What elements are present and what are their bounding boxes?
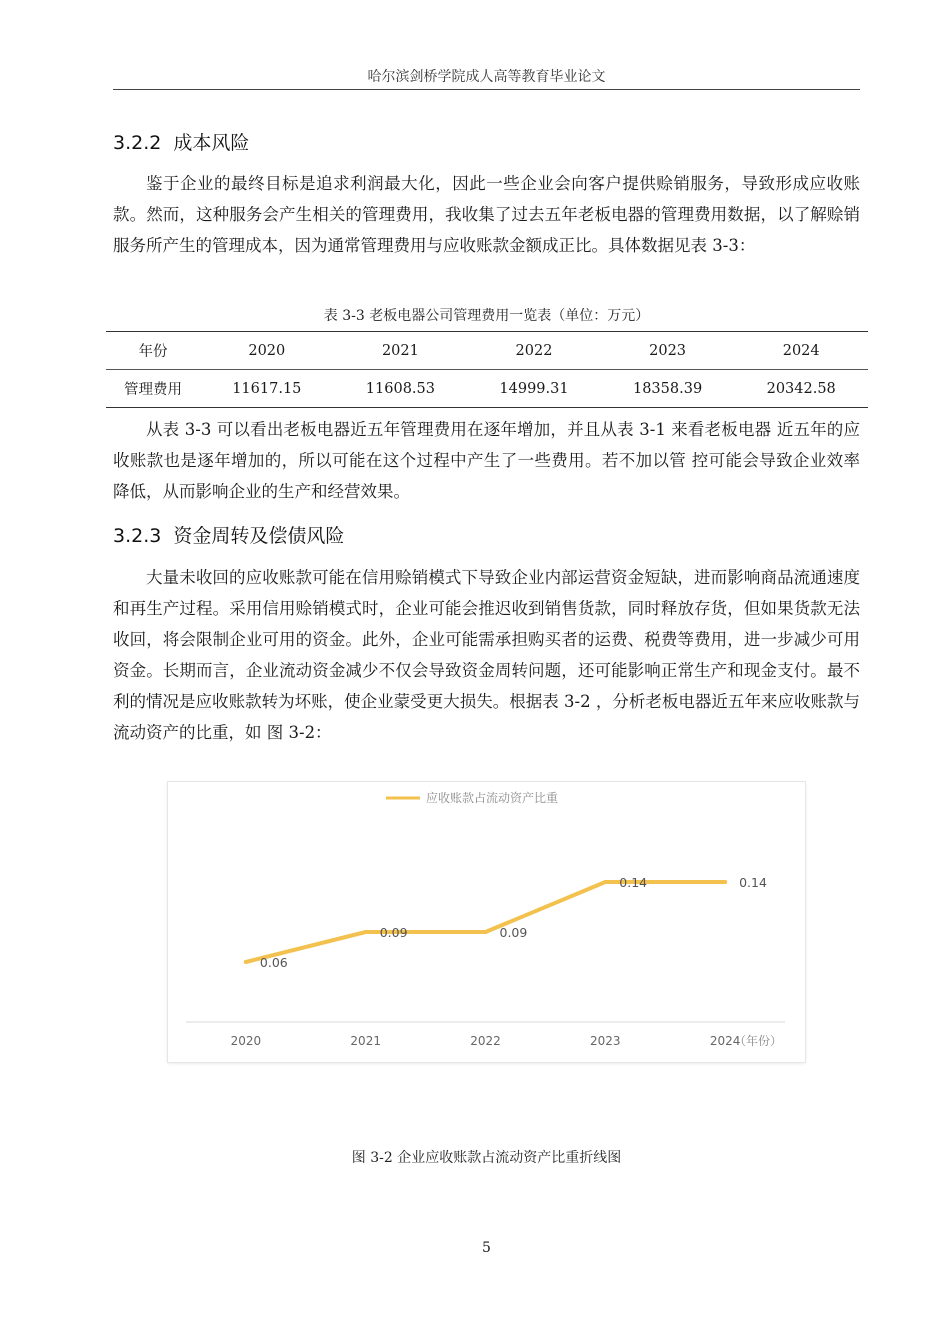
data-point (484, 930, 488, 934)
value-cell: 20342.58 (734, 370, 868, 408)
table-data-row (106, 370, 868, 408)
paragraph-table-analysis: 从表 3-3 可以看出老板电器近五年管理费用在逐年增加，并且从表 3-1 来看老板电器 近五年的应收账款也是逐年增加的，所以可能在这个过程中产生了一些费用。若不加以管 控可能会导致企业效率降低，从而影响企业的生产和经营效果。 (113, 420, 860, 501)
section-number: 3.2.3 (113, 525, 162, 547)
x-tick-layer (231, 1034, 741, 1048)
x-tick-label: 2020 (230, 1034, 262, 1048)
year-cell: 2024 (734, 332, 868, 370)
chart-legend (386, 790, 558, 805)
header-rule (113, 89, 860, 90)
series-line (246, 882, 725, 962)
data-point (723, 880, 727, 884)
row-label-expense: 管理费用 (106, 370, 200, 408)
year-cell: 2021 (334, 332, 468, 370)
year-cell: 2023 (601, 332, 735, 370)
value-cell: 18358.39 (601, 370, 735, 408)
value-cell: 14999.31 (467, 370, 601, 408)
x-tick-label: 2023 (590, 1034, 621, 1048)
section-heading-3-2-2 (113, 128, 249, 155)
management-expense-table (106, 331, 868, 408)
section-number: 3.2.2 (113, 132, 162, 154)
x-tick-label: 2024 (709, 1034, 741, 1048)
data-label: 0.14 (739, 875, 767, 890)
table-header-row (106, 332, 868, 370)
value-cell: 11617.15 (200, 370, 334, 408)
x-axis-title: （年份） (734, 1034, 783, 1048)
page-number: 5 (482, 1240, 491, 1256)
x-tick-label: 2022 (470, 1034, 501, 1048)
section-title: 资金周转及偿债风险 (173, 525, 345, 547)
table-caption: 表 3-3 老板电器公司管理费用一览表（单位：万元） (323, 308, 650, 324)
year-cell: 2022 (467, 332, 601, 370)
section-heading-3-2-3 (113, 521, 344, 548)
data-point (244, 960, 248, 964)
figure-caption: 图 3-2 企业应收账款占流动资产比重折线图 (351, 1150, 622, 1166)
data-point (364, 930, 368, 934)
series-layer (244, 875, 767, 970)
data-label: 0.14 (619, 875, 648, 890)
value-cell: 11608.53 (334, 370, 468, 408)
data-label: 0.09 (499, 925, 528, 940)
legend-label: 应收账款占流动资产比重 (426, 791, 559, 805)
x-tick-label: 2021 (350, 1034, 381, 1048)
data-label: 0.06 (259, 955, 288, 970)
data-point (603, 880, 607, 884)
chart-svg (168, 782, 805, 1062)
paragraph-cost-risk: 鉴于企业的最终目标是追求利润最大化，因此一些企业会向客户提供赊销服务，导致形成应收账款。然而，这种服务会产生相关的管理费用，我收集了过去五年老板电器的管理费用数据，以了解赊销服务所产生的管理成本，因为通常管理费用与应收账款金额成正比。具体数据见表 3-3： (113, 174, 860, 255)
year-cell: 2020 (200, 332, 334, 370)
section-title: 成本风险 (173, 132, 250, 154)
header-cell-year: 年份 (106, 332, 200, 370)
line-chart (168, 782, 805, 1062)
paragraph-capital-risk: 大量未收回的应收账款可能在信用赊销模式下导致企业内部运营资金短缺，进而影响商品流通速度和再生产过程。采用信用赊销模式时，企业可能会推迟收到销售货款，同时释放存货，但如果货款无法收回，将会限制企业可用的资金。此外，企业可能需承担购买者的运费、税费等费用，进一步减少可用资金。长期而言，企业流动资金减少不仅会导致资金周转问题，还可能影响正常生产和现金支付。最不利的情况是应收账款转为坏账，使企业蒙受更大损失。根据表 3-2 ，分析老板电器近五年来应收账款与流动资产的比重，如 图 3-2： (113, 568, 860, 742)
running-header: 哈尔滨剑桥学院成人高等教育毕业论文 (367, 69, 606, 85)
data-label: 0.09 (379, 925, 408, 940)
